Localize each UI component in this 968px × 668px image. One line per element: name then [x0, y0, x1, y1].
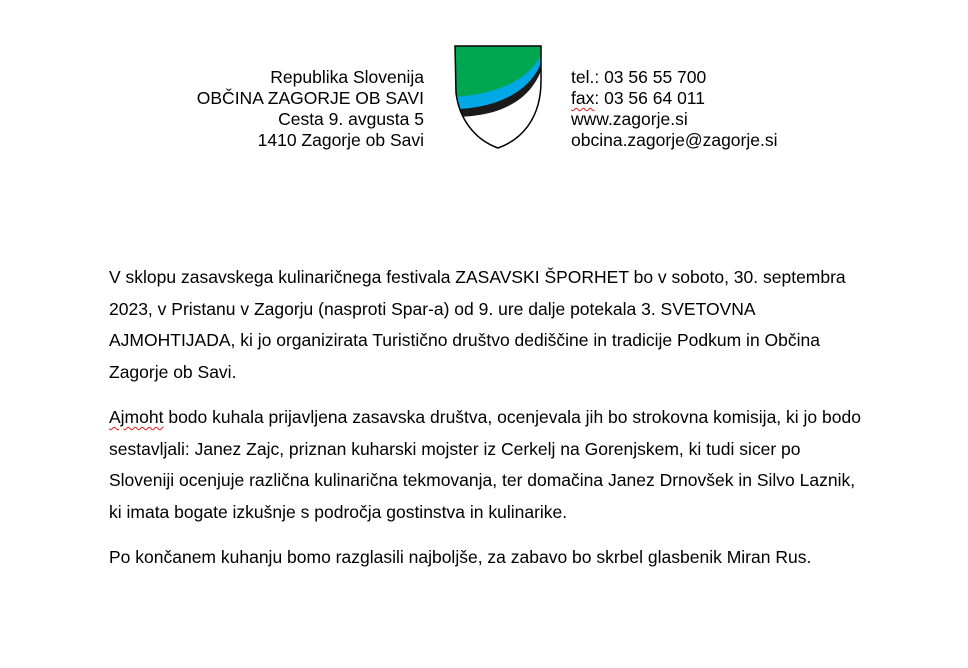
letterhead-address — [197, 67, 424, 151]
fax-label: fax — [571, 88, 595, 108]
paragraph-jury — [109, 402, 861, 528]
coat-of-arms-icon — [453, 45, 543, 150]
country-line: Republika Slovenija — [270, 67, 424, 87]
letterhead-contacts — [571, 67, 778, 151]
street-line: Cesta 9. avgusta 5 — [278, 109, 424, 129]
email-link[interactable]: obcina.zagorje@zagorje.si — [571, 130, 778, 150]
phone-line: tel.: 03 56 55 700 — [571, 67, 707, 87]
paragraph-jury-text: bodo kuhala prijavljena zasavska društva, ocenjevala jih bo strokovna komisija, ki jo bodo sestavljali: Janez Zajc, priznan kuharski mojster iz Cerkelj na Gorenjskem, ki tudi sicer po Sloveniji ocenjuje različna kulinarična tekmovanja, ter domačina Janez Drnovšek in Silvo Laznik, ki imata bogate izkušnje s področja gostinstva in kulinarike. — [109, 407, 861, 522]
paragraph-closing: Po končanem kuhanju bomo razglasili najboljše, za zabavo bo skrbel glasbenik Miran Rus. — [109, 547, 812, 567]
letter-body — [109, 262, 861, 588]
fax-number: : 03 56 64 011 — [594, 88, 705, 108]
fax-line — [571, 88, 778, 109]
postal-line: 1410 Zagorje ob Savi — [257, 130, 424, 150]
paragraph-festival: V sklopu zasavskega kulinaričnega festivala ZASAVSKI ŠPORHET bo v soboto, 30. septembra 2023, v Pristanu v Zagorju (nasproti Spar-a) od 9. ure dalje potekala 3. SVETOVNA AJMOHTIJADA, ki jo organizirata Turistično društvo dediščine in tradicije Podkum in Občina Zagorje ob Savi. — [109, 267, 846, 382]
municipality-line: OBČINA ZAGORJE OB SAVI — [196, 88, 424, 108]
website-link[interactable]: www.zagorje.si — [571, 109, 688, 129]
misspelled-word: Ajmoht — [109, 407, 164, 427]
